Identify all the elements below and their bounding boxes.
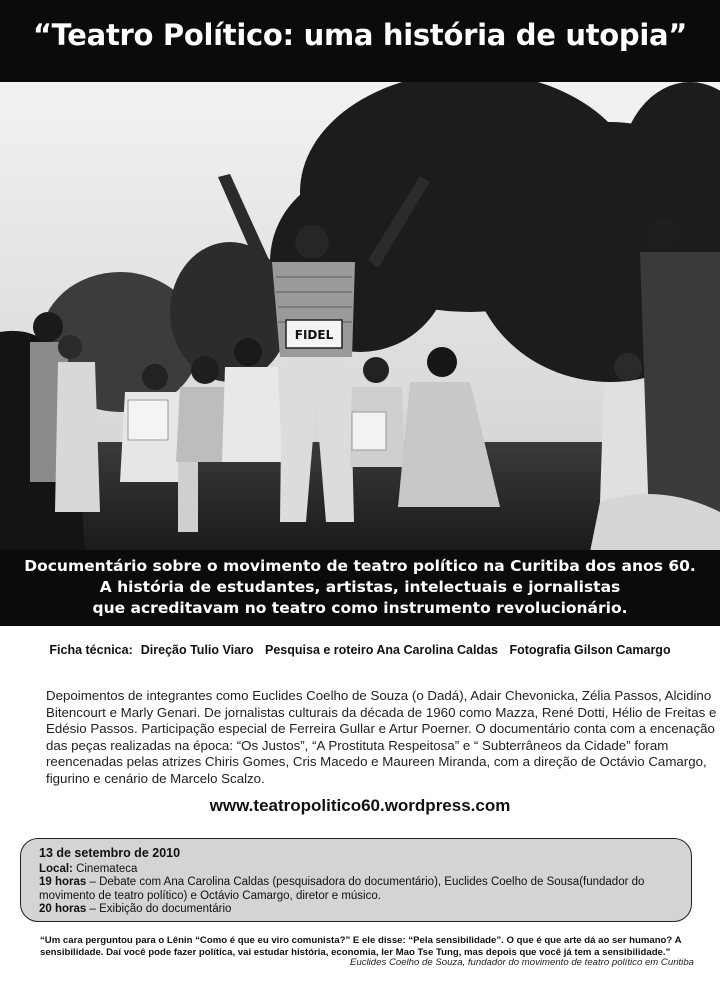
website-url[interactable]: www.teatropolitico60.wordpress.com <box>209 796 511 815</box>
event-location <box>39 863 691 877</box>
quote-line: sensibilidade. Daí você pode fazer política, vai estudar história, economia, ler Mao Tse Tung, mas depois que você já tem a sensibilidade.” <box>40 946 671 958</box>
credits-photography: Fotografia Gilson Camargo <box>509 643 671 657</box>
debate-text: – Debate com Ana Carolina Caldas (pesquisadora do documentário), Euclides Coelho de Sousa(fundador do <box>86 876 645 888</box>
debate-time: 19 horas <box>39 876 87 888</box>
credits-research: Pesquisa e roteiro Ana Carolina Caldas <box>265 643 498 657</box>
body-line: figurino e cenário de Marcelo Scalzo. <box>46 770 265 786</box>
fidel-sign-text: FIDEL <box>294 328 334 342</box>
screening-text: – Exibição do documentário <box>86 903 232 915</box>
event-debate <box>39 876 691 890</box>
description-line: que acreditavam no teatro como instrumento revolucionário. <box>92 599 628 617</box>
quote-author: Euclides Coelho de Souza, fundador do movimento de teatro político em Curitiba <box>350 957 694 968</box>
credits-direction: Direção Tulio Viaro <box>140 643 254 657</box>
body-line: Depoimentos de integrantes como Euclides Coelho de Souza (o Dadá), Adair Chevonicka, Zélia Passos, Alcidino <box>46 688 712 703</box>
location-value: Cinemateca <box>72 862 138 875</box>
body-line: reencenadas pelas atrizes Chiris Gomes, Cris Macedo e Maureen Miranda, com a direção de Octávio Camargo, <box>46 754 707 770</box>
technical-credits <box>0 643 720 657</box>
description-line: Documentário sobre o movimento de teatro político na Curitiba dos anos 60. <box>24 557 696 575</box>
quote-line: “Um cara perguntou para o Lênin “Como é que eu viro comunista?” E ele disse: “Pela sensibilidade”. O que é que arte dá ao ser humano? A <box>40 935 682 946</box>
body-line: Bitencourt e Marly Genari. De jornalistas culturais da década de 1960 como Mazza, René Dotti, Hélio de Freitas e <box>46 704 717 720</box>
body-line: das peças realizadas na época: “Os Justos”, “A Prostituta Respeitosa” e “ Subterrâneos da Cidade” foram <box>46 737 669 753</box>
credits-label: Ficha técnica: <box>49 643 133 657</box>
description-line: A história de estudantes, artistas, intelectuais e jornalistas <box>99 578 621 596</box>
body-line: Edésio Passos. Participação especial de Ferreira Gullar e Artur Poerner. O documentário conta com a encenação <box>46 721 715 737</box>
event-date: 13 de setembro de 2010 <box>39 846 181 860</box>
historical-photo <box>0 82 720 552</box>
screening-time: 20 horas <box>39 903 87 915</box>
description <box>0 556 720 619</box>
event-screening <box>39 903 691 917</box>
event-info-box <box>20 838 692 922</box>
quote <box>40 935 680 958</box>
body-paragraph <box>46 688 717 788</box>
location-label: Local: <box>39 862 73 875</box>
poster-title: “Teatro Político: uma história de utopia” <box>32 18 688 52</box>
photo-illustration <box>0 82 720 552</box>
event-debate-continued: movimento de teatro político) e Octávio Camargo, diretor e músico. <box>39 889 381 902</box>
